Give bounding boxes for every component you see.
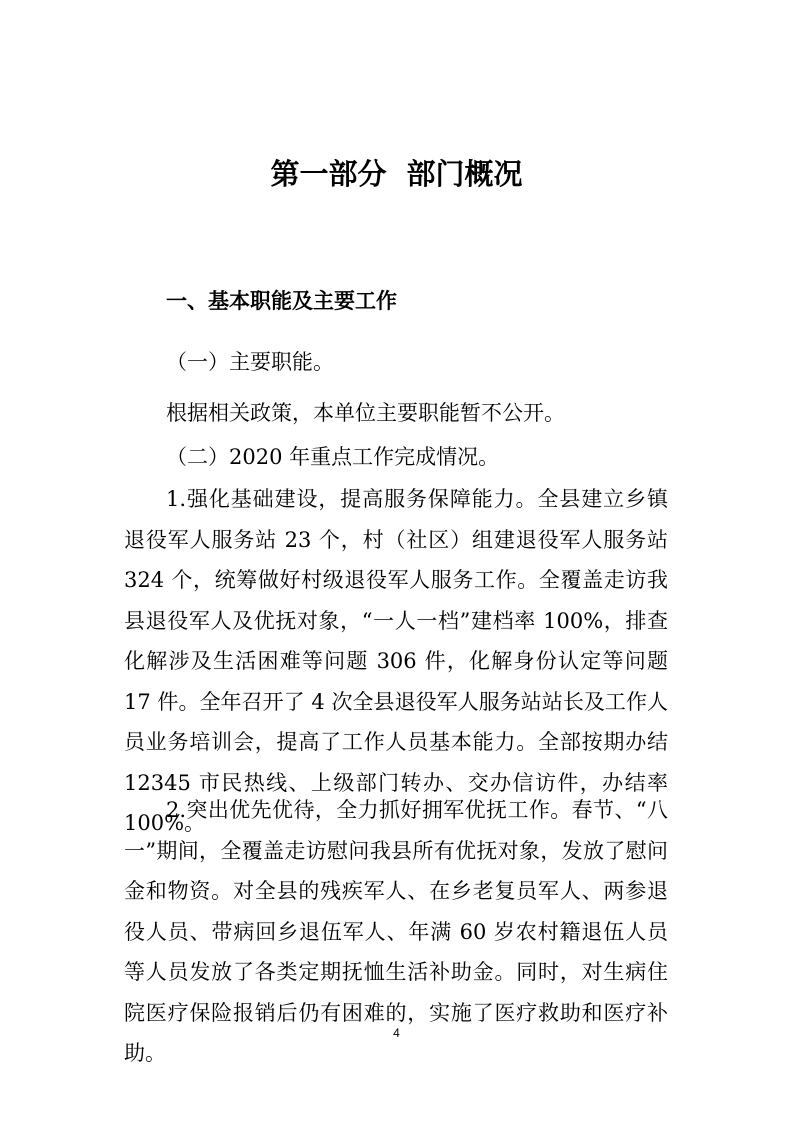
subsection-heading-key-work: （二）2020 年重点工作完成情况。 bbox=[166, 445, 500, 469]
section-heading: 一、基本职能及主要工作 bbox=[166, 289, 397, 313]
paragraph-infrastructure: 1.强化基础建设，提高服务保障能力。全县建立乡镇退役军人服务站 23 个，村（社区）组建退役军人服务站 324 个，统筹做好村级退役军人服务工作。全覆盖走访我县退役军人及优抚对象，“一人一档”建档率 100%，排查化解涉及生活困难等问题 306 件，化解身份认定等问题 17 件。全年召开了 4 次全县退役军人服务站站长及工作人员业务培训会，提高了工作人员基本能力。全部按期办结 12345 市民热线、上级部门转办、交办信访件，办结率 100%。 bbox=[124, 487, 668, 835]
page-number: 4 bbox=[393, 1026, 400, 1040]
main-functions-text: 根据相关政策，本单位主要职能暂不公开。 bbox=[166, 401, 565, 425]
paragraph-preferential-care: 2.突出优先优待，全力抓好拥军优抚工作。春节、“八一”期间，全覆盖走访慰问我县所有优抚对象，发放了慰问金和物资。对全县的残疾军人、在乡老复员军人、两参退役人员、带病回乡退伍军人、年满 60 岁农村籍退伍人员等人员发放了各类定期抚恤生活补助金。同时，对生病住院医疗保险报销后仍有困难的，实施了医疗救助和医疗补助。 bbox=[124, 798, 668, 1065]
subsection-heading-main-functions: （一）主要职能。 bbox=[166, 350, 334, 374]
document-title: 第一部分 部门概况 bbox=[270, 157, 523, 191]
